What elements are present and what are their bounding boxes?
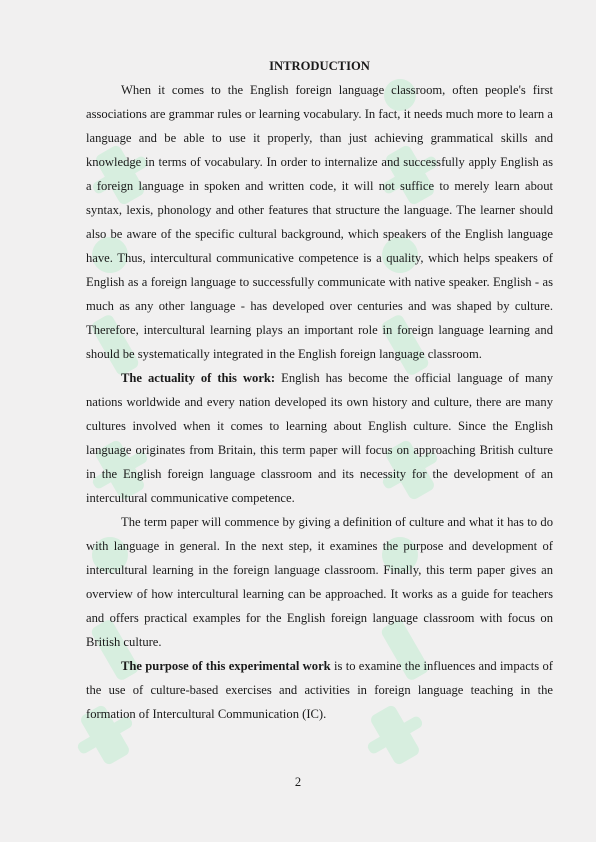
- paragraph-lead: The actuality of this work:: [121, 371, 276, 385]
- paragraph-text: When it comes to the English foreign language classroom, often people's first associations are grammar rules or learning vocabulary. In fact, it needs much more to learn a language and be able to use it properly, than just achieving grammatical skills and knowledge in terms of vocabulary. In order to internalize and successfully apply English as a foreign language in spoken and written code, it will not suffice to merely learn about syntax, lexis, phonology and other features that structure the language. The learner should also be aware of the specific cultural background, which speakers of the English language have. Thus, intercultural communicative competence is a quality, which helps speakers of English as a foreign language to successfully communicate with native speaker. English - as much as any other language - has developed over centuries and was shaped by culture. Therefore, intercultural learning plays an important role in foreign language learning and should be systematically integrated in the English foreign language classroom.: [86, 83, 553, 361]
- paragraph-text: is to examine the influences and impacts of the use of culture-based exercises and activities in foreign language teaching in the formation of Intercultural Communication (IC).: [86, 659, 554, 721]
- paragraph-intro: [86, 78, 553, 366]
- paragraph-text: The term paper will commence by giving a definition of culture and what it has to do with language in general. In the next step, it examines the purpose and development of intercultural learning in the foreign language classroom. Finally, this term paper gives an overview of how intercultural learning can be approached. It works as a guide for teachers and offers practical examples for the English foreign language classroom with focus on British culture.: [86, 515, 553, 649]
- paragraph-lead: The purpose of this experimental work: [121, 659, 331, 673]
- paragraph-text: English has become the official language of many nations worldwide and every nation developed its own history and culture, there are many cultures involved when it comes to learning about English culture. Since the English language originates from Britain, this term paper will focus on approaching British culture in the English foreign language classroom and its necessity for the development of an intercultural communicative competence.: [86, 371, 554, 505]
- document-body: [86, 55, 553, 726]
- section-title: INTRODUCTION: [269, 59, 370, 73]
- page-number: 2: [294, 775, 302, 789]
- paragraph-structure: [86, 510, 553, 654]
- paragraph-actuality: [86, 366, 553, 510]
- paragraph-purpose: [86, 654, 553, 726]
